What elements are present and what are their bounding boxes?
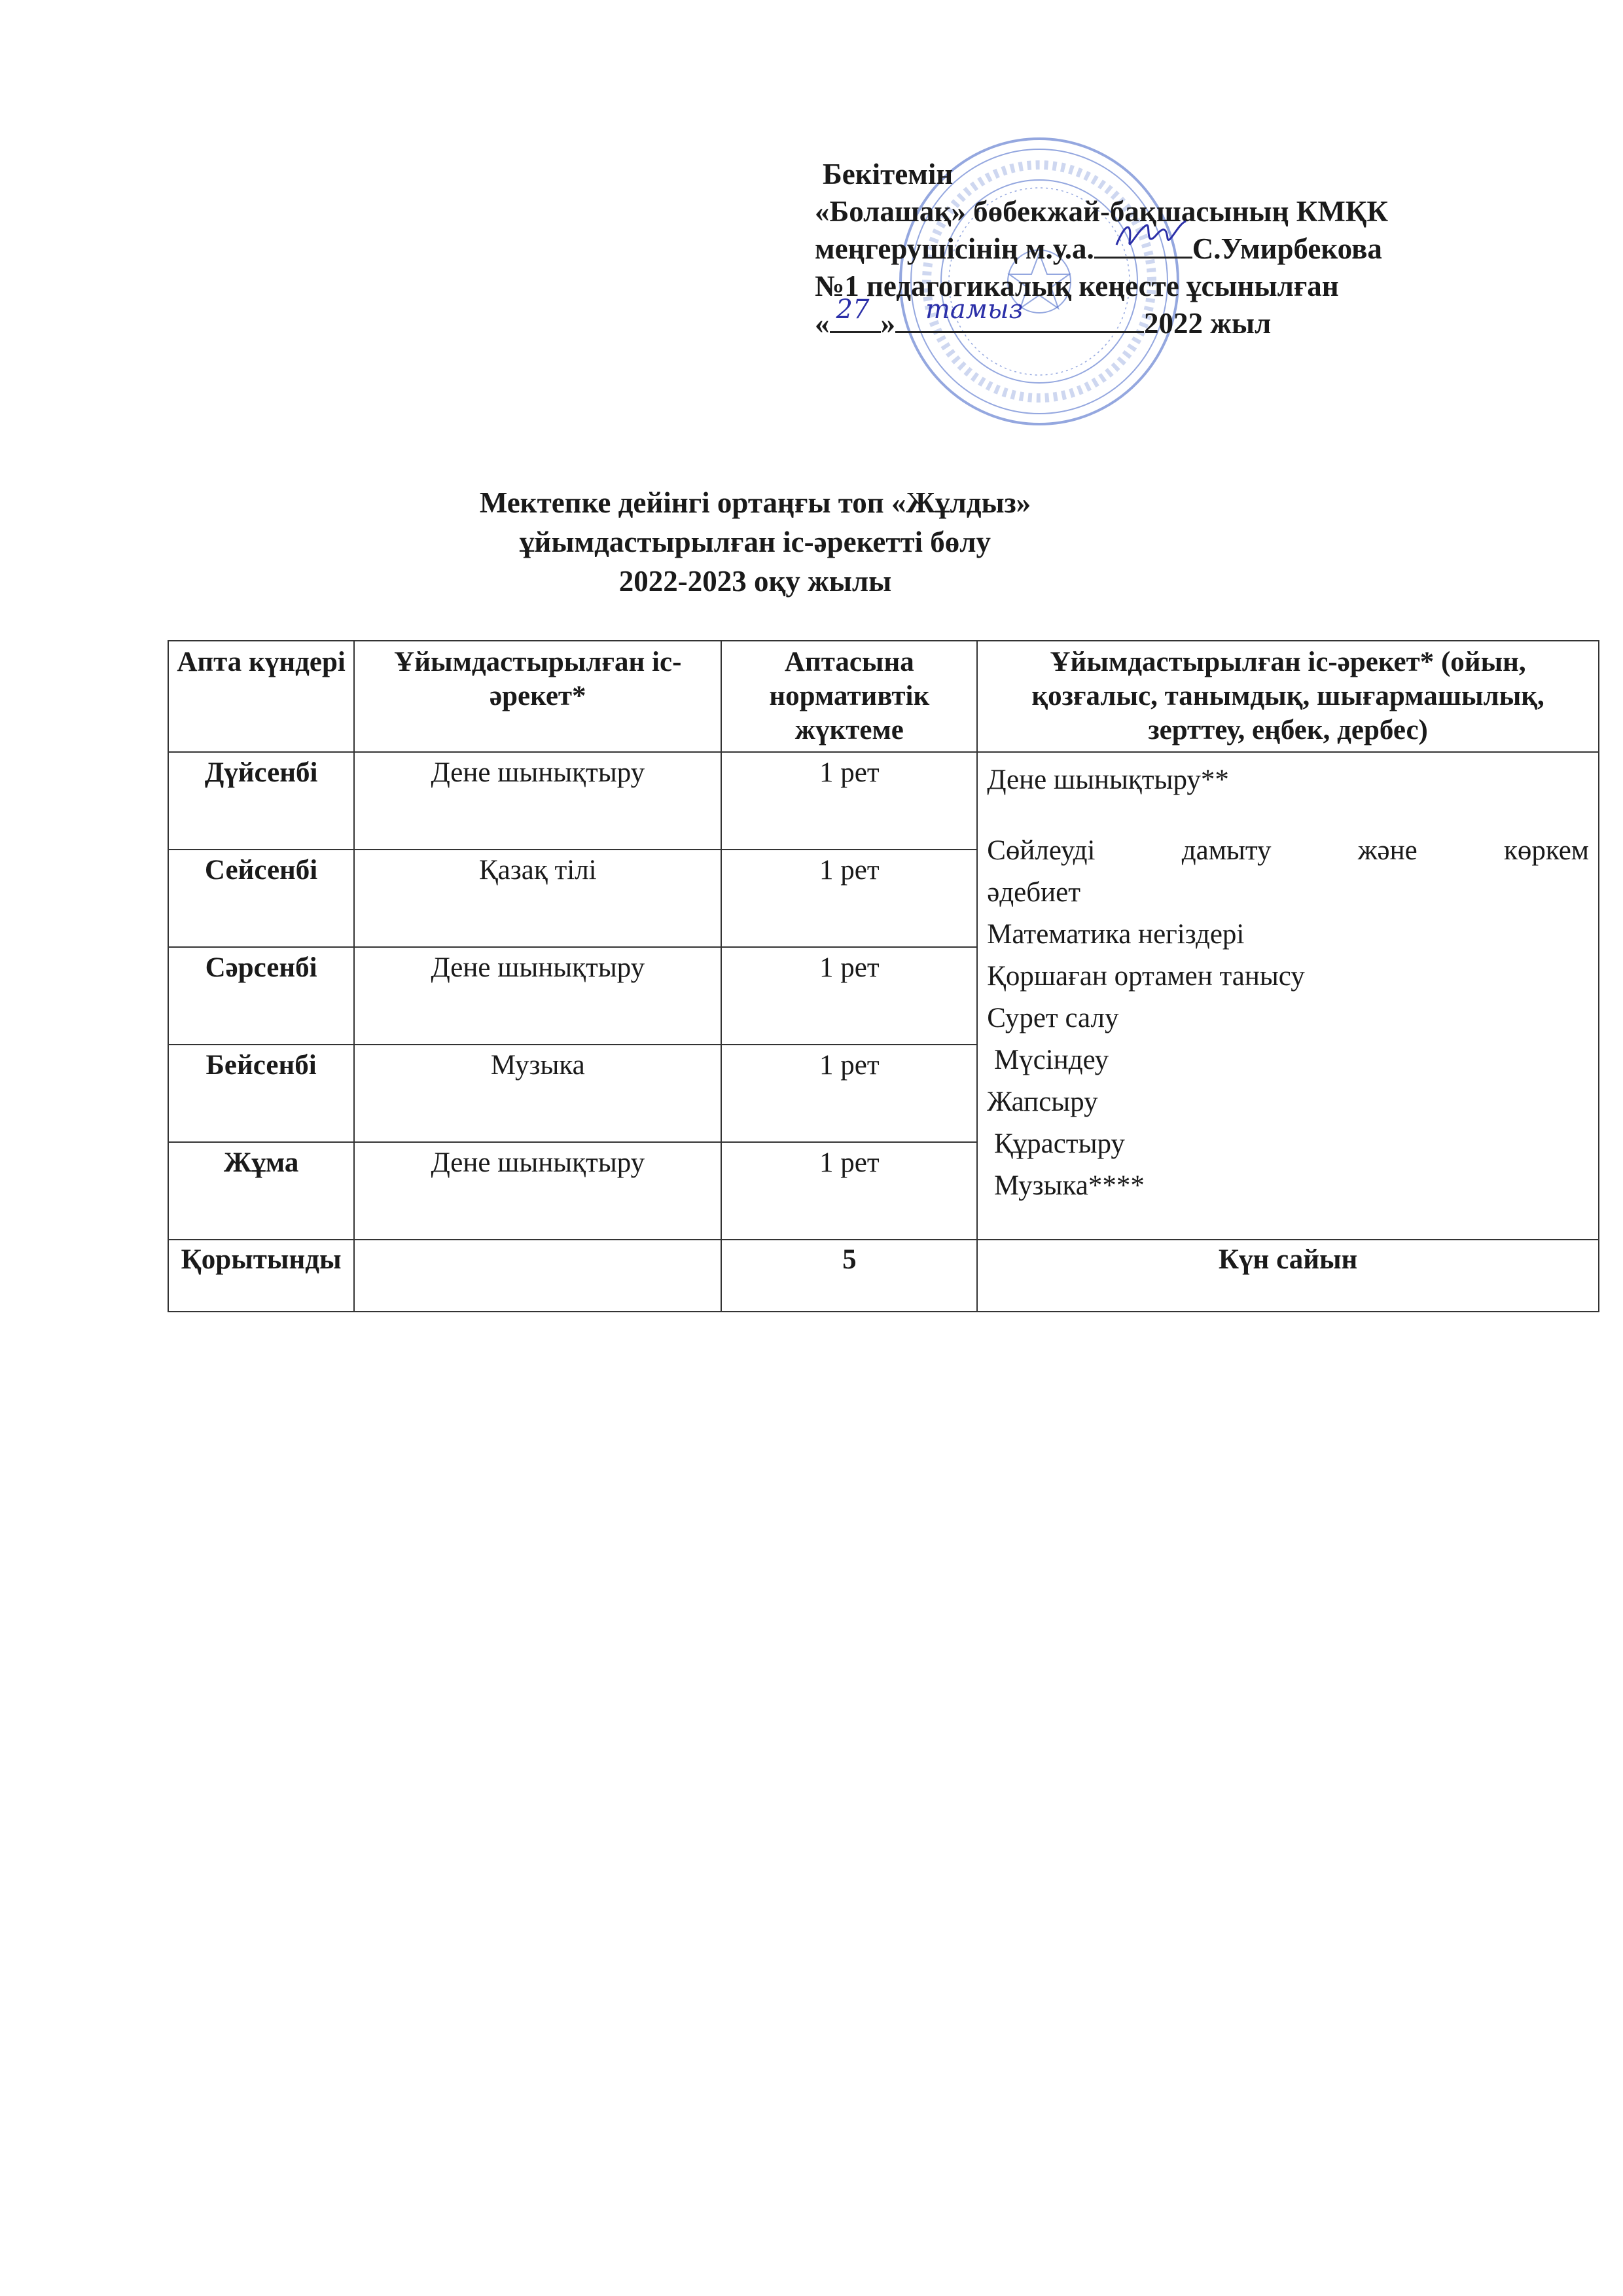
list-item: Қоршаған ортамен танысу xyxy=(987,961,1305,992)
table-header-row xyxy=(168,641,1599,752)
row-day: Сейсенбі xyxy=(168,850,354,947)
total-label: Қорытынды xyxy=(168,1240,354,1312)
date-year: 2022 жыл xyxy=(1144,307,1272,340)
organization-name: «Болашақ» бөбекжай-бақшасының КМҚК xyxy=(815,195,1389,228)
total-note: Күн сайын xyxy=(977,1240,1599,1312)
title-line-year: 2022-2023 оқу жылы xyxy=(618,565,892,598)
row-load: 1 рет xyxy=(721,752,977,850)
total-activity xyxy=(354,1240,721,1312)
approval-block xyxy=(815,156,1535,342)
document-title xyxy=(0,483,1623,601)
row-activity: Дене шынықтыру xyxy=(354,752,721,850)
council-recommendation: №1 педагогикалық кеңесте ұсынылған xyxy=(815,270,1339,302)
row-day: Бейсенбі xyxy=(168,1045,354,1142)
header-activity-types: Ұйымдастырылған іс-әрекет* (ойын, қозғалыс, танымдық, шығармашылық, зерттеу, еңбек, дербес) xyxy=(977,641,1599,752)
list-item: әдебиет xyxy=(987,877,1081,908)
head-position: меңгерушісінің м.у.а. xyxy=(815,232,1094,265)
date-day-handwritten: 27 xyxy=(836,295,870,325)
row-load: 1 рет xyxy=(721,947,977,1045)
head-name: С.Умирбекова xyxy=(1192,232,1382,265)
list-item: Математика негіздері xyxy=(987,919,1245,950)
list-spacer xyxy=(987,801,1589,830)
list-item: Сөйлеуді дамыту және көркем xyxy=(987,835,1589,866)
date-month-field xyxy=(895,295,1144,333)
row-day: Сәрсенбі xyxy=(168,947,354,1045)
title-line-group: Мектепке дейінгі ортаңғы топ «Жұлдыз» xyxy=(479,486,1031,519)
handwritten-signature-icon xyxy=(1113,216,1191,255)
row-load: 1 рет xyxy=(721,850,977,947)
list-item: Жапсыру xyxy=(987,1086,1098,1117)
header-weekly-load: Аптасына нормативтік жүктеме xyxy=(721,641,977,752)
list-item: Мүсіндеу xyxy=(987,1045,1109,1075)
title-line-subject: ұйымдастырылған іс-әрекетті бөлу xyxy=(519,526,991,558)
date-day-field xyxy=(830,295,881,333)
table-row xyxy=(168,752,1599,850)
list-item: Музыка**** xyxy=(987,1170,1145,1201)
list-item: Құрастыру xyxy=(987,1128,1125,1159)
table-total-row xyxy=(168,1240,1599,1312)
row-activity: Дене шынықтыру xyxy=(354,1142,721,1240)
list-item: Сурет салу xyxy=(987,1003,1119,1033)
date-quote-open: « xyxy=(815,307,830,340)
header-weekdays: Апта күндері xyxy=(168,641,354,752)
header-activity: Ұйымдастырылған іс-әрекет* xyxy=(354,641,721,752)
row-activity: Дене шынықтыру xyxy=(354,947,721,1045)
date-quote-close: » xyxy=(880,307,895,340)
row-load: 1 рет xyxy=(721,1142,977,1240)
signature-field xyxy=(1094,257,1192,259)
row-activity: Қазақ тілі xyxy=(354,850,721,947)
head-signature-line xyxy=(815,230,1535,268)
date-month-handwritten: тамыз xyxy=(925,295,1024,325)
schedule-table xyxy=(168,640,1599,1312)
total-load: 5 xyxy=(721,1240,977,1312)
row-load: 1 рет xyxy=(721,1045,977,1142)
approval-date-line xyxy=(815,295,1535,342)
row-day: Дүйсенбі xyxy=(168,752,354,850)
activity-list-cell xyxy=(977,752,1599,1240)
row-day: Жұма xyxy=(168,1142,354,1240)
list-item: Дене шынықтыру** xyxy=(987,764,1229,795)
row-activity: Музыка xyxy=(354,1045,721,1142)
approval-heading: Бекітемін xyxy=(823,158,954,190)
